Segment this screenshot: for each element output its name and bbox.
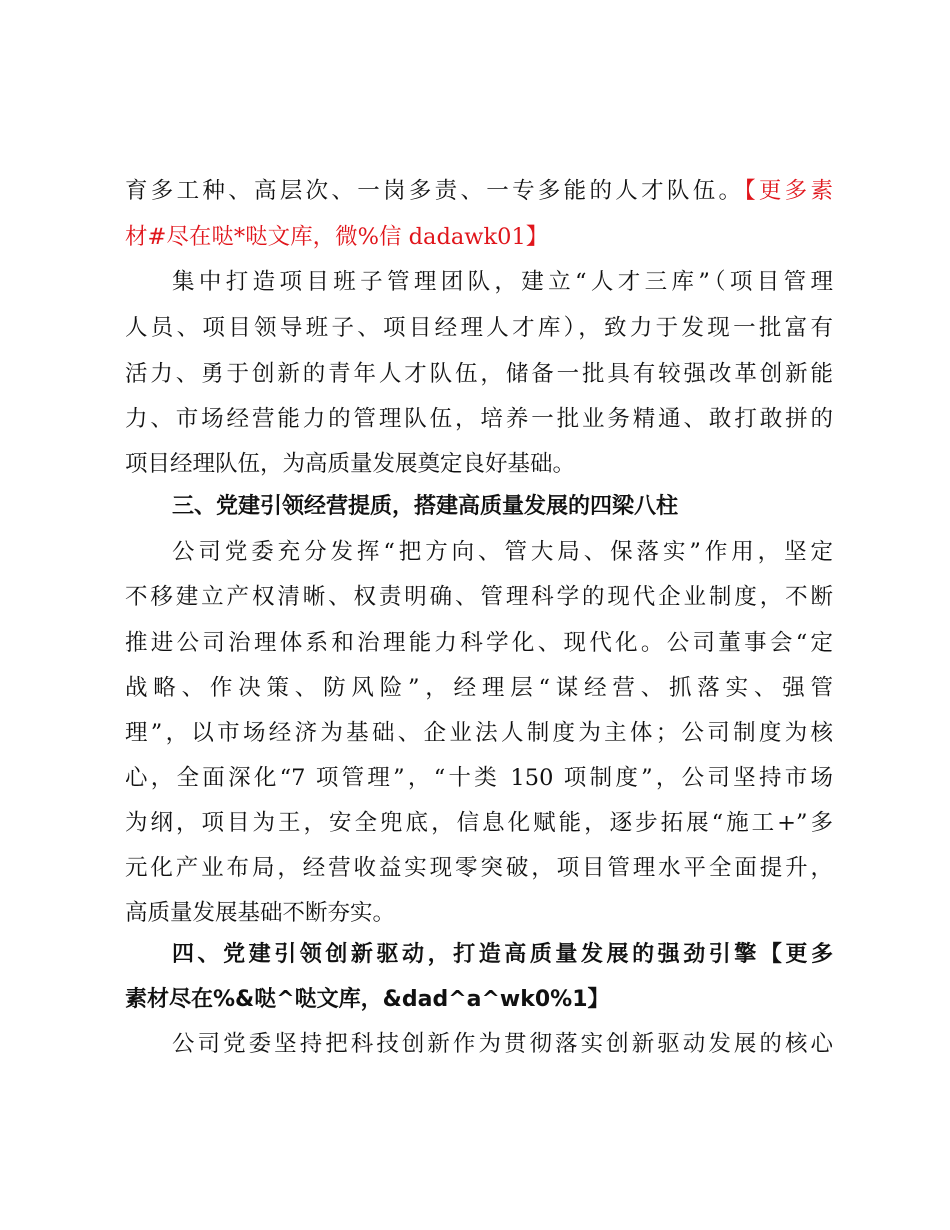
- paragraph-line: 项目经理队伍，为高质量发展奠定良好基础。: [125, 451, 576, 477]
- paragraph-line: 高质量发展基础不断夯实。: [125, 900, 396, 926]
- paragraph-line: 推进公司治理体系和治理能力科学化、现代化。公司董事会“定: [125, 630, 833, 656]
- body-text: 育多工种、高层次、一岗多责、一专多能的人才队伍。: [125, 178, 745, 204]
- section-heading-continued: 素材尽在%&哒^哒文库，&dad^a^wk0%1】: [125, 987, 610, 1012]
- paragraph-line: 心，全面深化“7 项管理”，“十类 150 项制度”，公司坚持市场: [125, 765, 833, 791]
- paragraph-line: 活力、勇于创新的青年人才队伍，储备一批具有较强改革创新能: [125, 361, 833, 387]
- section-heading: 三、党建引领经营提质，搭建高质量发展的四梁八柱: [172, 494, 679, 519]
- paragraph-line: 人员、项目领导班子、项目经理人才库），致力于发现一批富有: [125, 315, 833, 341]
- paragraph-line: 公司党委充分发挥“把方向、管大局、保落实”作用，坚定: [172, 539, 833, 565]
- paragraph-line: 集中打造项目班子管理团队，建立“人才三库”（项目管理: [172, 269, 833, 295]
- paragraph-line: 不移建立产权清晰、权责明确、管理科学的现代企业制度，不断: [125, 584, 833, 610]
- paragraph-line: 元化产业布局，经营收益实现零突破，项目管理水平全面提升，: [125, 855, 833, 881]
- watermark-ad-line: 材#尽在哒*哒文库，微%信 dadawk01】: [125, 224, 549, 250]
- paragraph-line: 战略、作决策、防风险”，经理层“谋经营、抓落实、强管: [125, 675, 833, 701]
- section-heading: 四、党建引领创新驱动，打造高质量发展的强劲引擎【更多: [172, 942, 833, 967]
- paragraph-line: [125, 168, 833, 214]
- paragraph-line: 公司党委坚持把科技创新作为贯彻落实创新驱动发展的核心: [172, 1031, 833, 1057]
- paragraph-line: 为纲，项目为王，安全兜底，信息化赋能，逐步拓展“施工+”多: [125, 810, 833, 836]
- watermark-ad-text: 【更多素: [744, 178, 833, 204]
- paragraph-line: 理”，以市场经济为基础、企业法人制度为主体；公司制度为核: [125, 720, 833, 746]
- paragraph-line: 力、市场经营能力的管理队伍，培养一批业务精通、敢打敢拼的: [125, 406, 833, 432]
